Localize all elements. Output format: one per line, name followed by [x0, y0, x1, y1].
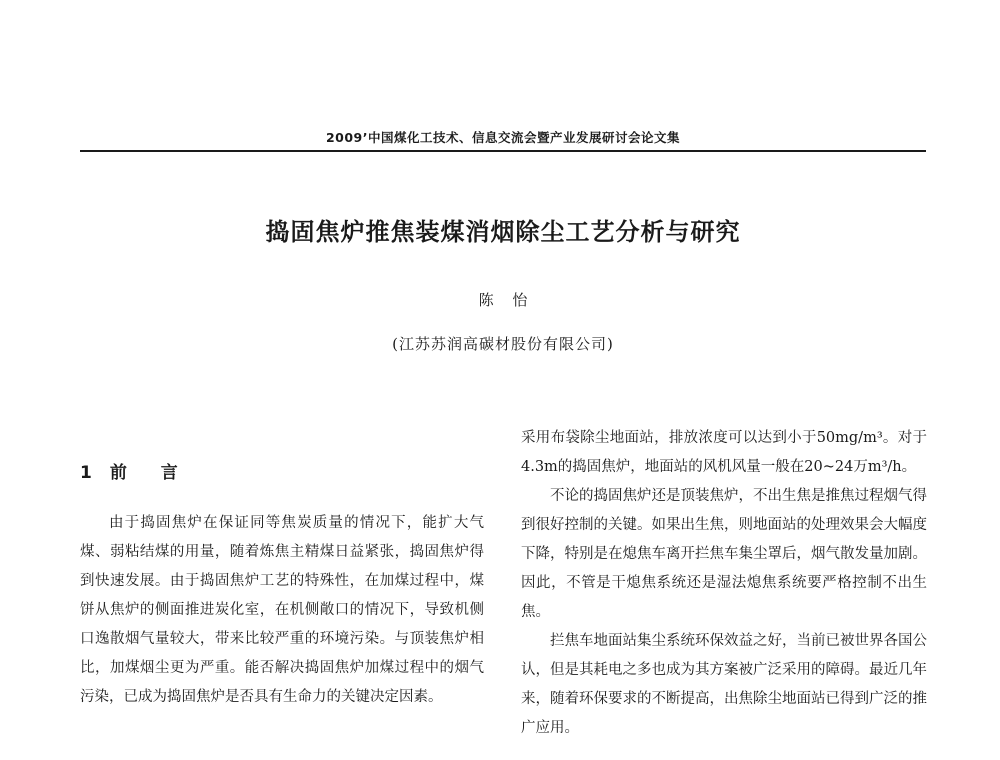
right-column [521, 424, 927, 743]
continued-paragraph: 采用布袋除尘地面站，排放浓度可以达到小于50mg/m³。对于4.3m的捣固焦炉，地面站的风机风量一般在20~24万m³/h。 [521, 430, 927, 475]
header-rule [80, 150, 926, 152]
left-column [80, 509, 484, 712]
section-heading [80, 458, 178, 483]
author-affiliation: (江苏苏润高碳材股份有限公司) [392, 335, 614, 353]
section-number: 1 [80, 463, 92, 483]
paragraph-ground-station: 拦焦车地面站集尘系统环保效益之好，当前已被世界各国公认，但是其耗电之多也成为其方案被广泛采用的障碍。最近几年来，随着环保要求的不断提高，出焦除尘地面站已得到广泛的推广应用。 [521, 633, 927, 736]
section-title: 前 言 [109, 463, 178, 483]
paragraph-coking-control: 不论的捣固焦炉还是顶装焦炉，不出生焦是推焦过程烟气得到很好控制的关键。如果出生焦，则地面站的处理效果会大幅度下降，特别是在熄焦车离开拦焦车集尘罩后，烟气散发量加剧。因此，不管是干熄焦系统还是湿法熄焦系统要严格控制不出生焦。 [521, 488, 927, 620]
running-header: 2009’中国煤化工技术、信息交流会暨产业发展研讨会论文集 [325, 130, 681, 145]
author-name: 陈 怡 [478, 291, 528, 309]
intro-paragraph: 由于捣固焦炉在保证同等焦炭质量的情况下，能扩大气煤、弱粘结煤的用量，随着炼焦主精煤日益紧张，捣固焦炉得到快速发展。由于捣固焦炉工艺的特殊性，在加煤过程中，煤饼从焦炉的侧面推进炭化室，在机侧敞口的情况下，导致机侧口逸散烟气量较大，带来比较严重的环境污染。与顶装焦炉相比，加煤烟尘更为严重。能否解决捣固焦炉加煤过程中的烟气污染，已成为捣固焦炉是否具有生命力的关键决定因素。 [80, 515, 484, 705]
paper-title: 捣固焦炉推焦装煤消烟除尘工艺分析与研究 [265, 218, 741, 246]
